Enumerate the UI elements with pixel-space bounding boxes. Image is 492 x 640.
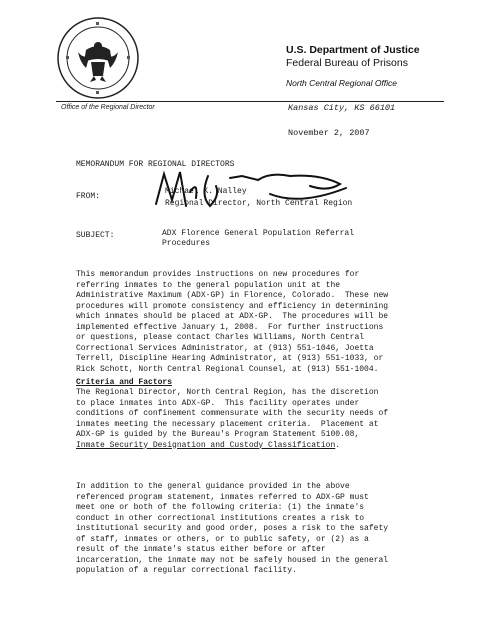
criteria-line: conditions of confinement commensurate with the security needs of (76, 409, 389, 418)
subject-text (162, 229, 422, 249)
memo-recipients: MEMORANDUM FOR REGIONAL DIRECTORS (76, 160, 235, 169)
agency-header (286, 44, 420, 88)
regional-office: North Central Regional Office (286, 78, 398, 88)
intro-line: which inmates should be placed at ADX-GP. The procedures will be (76, 312, 389, 321)
intro-line: Administrative Maximum (ADX-GP) in Florence, Colorado. These new (76, 291, 389, 300)
guidance-line: conduct in other correctional institutions creates a risk to (76, 513, 365, 523)
from-name: Michael K. Nalley (165, 187, 247, 196)
period: . (335, 440, 341, 450)
paragraph-intro (76, 270, 471, 375)
office-name: Office of the Regional Director (61, 104, 155, 111)
guidance-line: result of the inmate's status either before or after (76, 545, 326, 554)
agency-name: U.S. Department of Justice (286, 44, 420, 56)
guidance-line: population of a regular correctional facility. (76, 566, 297, 575)
subject-line-2: Procedures (162, 239, 211, 248)
from-label: FROM: (76, 192, 101, 201)
memo-date: November 2, 2007 (288, 128, 370, 138)
guidance-line: In addition to the general guidance provided in the above (76, 482, 350, 491)
criteria-line: inmates meeting the necessary placement criteria. Placement at (76, 419, 379, 429)
intro-line: or questions, please contact Charles Williams, North Central (76, 333, 365, 342)
guidance-line: meet one or both of the following criteria: (1) the inmate's (76, 503, 365, 512)
section-heading: Criteria and Factors (76, 378, 173, 387)
guidance-line: institutional security and good order, poses a risk to the safety (76, 524, 389, 533)
paragraph-guidance (76, 482, 471, 577)
intro-line: referring inmates to the general population unit at the (76, 280, 341, 290)
intro-line: This memorandum provides instructions on new procedures for (76, 270, 360, 279)
guidance-line: incarceration, the inmate may not be safely housed in the general (76, 555, 389, 565)
subject-line-1: ADX Florence General Population Referral (162, 229, 355, 238)
from-title: Regional Director, North Central Region (165, 199, 353, 208)
criteria-line: The Regional Director, North Central Region, has the discretion (76, 388, 379, 397)
intro-line: Correctional Services Administrator, at (913) 551-1046, Joetta (76, 343, 374, 353)
criteria-line: ADX-GP is guided by the Bureau's Program Statement 5100.08, (76, 430, 360, 439)
subject-label: SUBJECT: (76, 231, 115, 240)
from-block (165, 186, 352, 210)
paragraph-criteria (76, 388, 471, 451)
bureau-name: Federal Bureau of Prisons (286, 57, 408, 69)
doj-seal-icon (56, 16, 140, 100)
guidance-line: referenced program statement, inmates referred to ADX-GP must (76, 492, 369, 502)
header-divider (56, 101, 444, 102)
criteria-line: to place inmates into ADX-GP. This facility operates under (76, 398, 360, 408)
office-address: Kansas City, KS 66101 (288, 103, 396, 113)
guidance-line: of staff, inmates or others, or to public safety, or (2) as a (76, 534, 369, 544)
criteria-line (76, 441, 471, 452)
intro-line: implemented effective January 1, 2008. For further instructions (76, 322, 384, 332)
intro-line: Terrell, Discipline Hearing Administrator, at (913) 551-1033, or (76, 354, 384, 363)
program-statement-title: Inmate Security Designation and Custody Classification (76, 440, 336, 450)
intro-line: Rick Schott, North Central Regional Counsel, at (913) 551-1004. (76, 364, 379, 374)
intro-line: procedures will promote consistency and efficiency in determining (76, 301, 389, 311)
